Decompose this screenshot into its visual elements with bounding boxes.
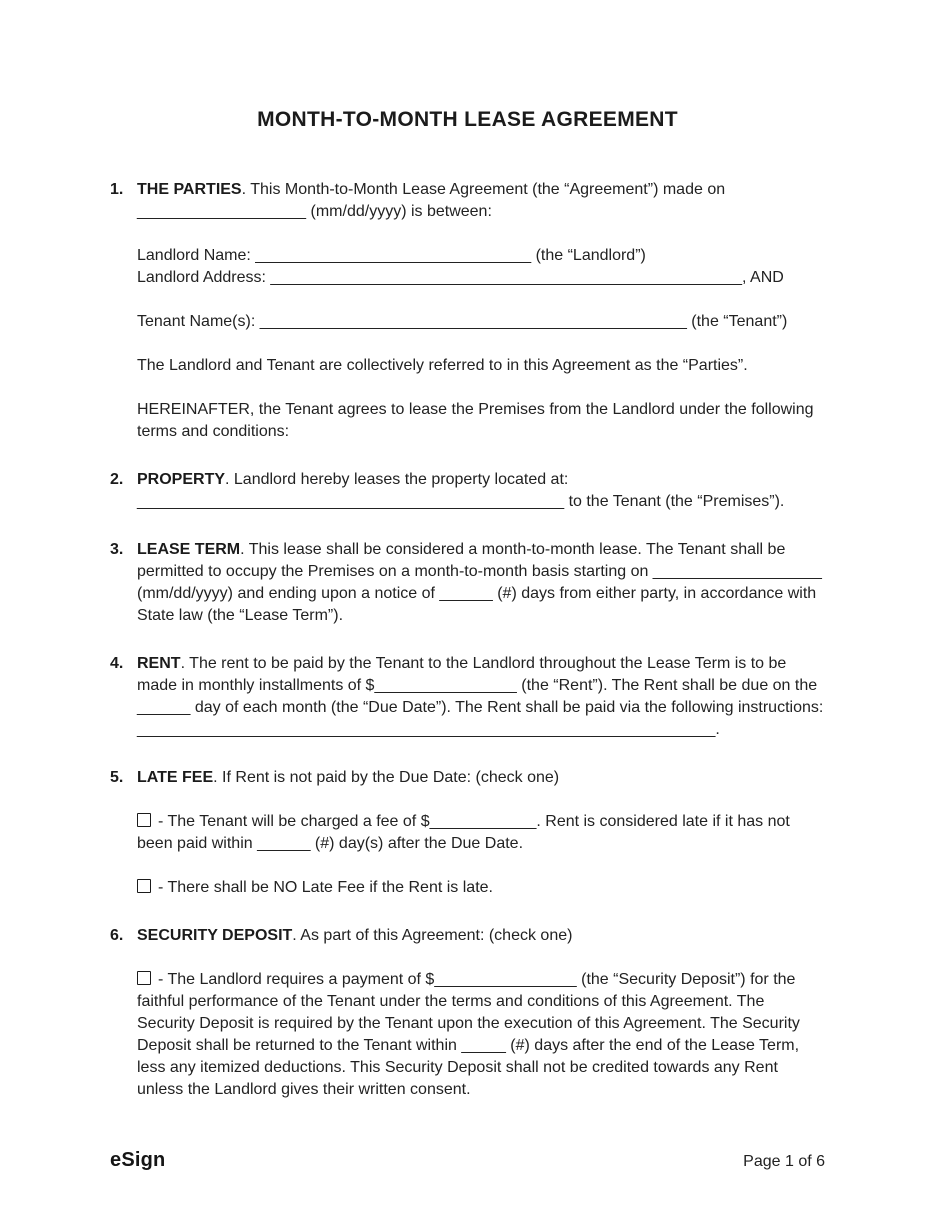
section-title: RENT (137, 655, 181, 672)
section-body (137, 179, 825, 443)
section-title: LATE FEE (137, 769, 214, 786)
parties-intro-text: . This Month-to-Month Lease Agreement (the “Agreement”) made on ___________________ (mm/dd/yyyy) is between: (137, 181, 726, 220)
hereinafter-text: HEREINAFTER, the Tenant agrees to lease the Premises from the Landlord under the following terms and conditions: (137, 401, 814, 440)
landlord-lines-paragraph (137, 245, 825, 289)
page-footer (110, 1149, 825, 1173)
late-fee-option-no-fee (137, 877, 825, 899)
security-deposit-option-required-text: - The Landlord requires a payment of $________________ (the “Security Deposit”) for the faithful performance of the Tenant under the terms and conditions of this Agreement. The Security Deposit is required by the Tenant upon the execution of this Agreement. The Security Deposit shall be returned to the Tenant within _____ (#) days after the end of the Lease Term, less any itemized deductions. This Security Deposit shall not be credited towards any Rent unless the Landlord gives their written consent. (137, 971, 800, 1098)
page-number: Page 1 of 6 (743, 1153, 825, 1170)
section-property (110, 469, 825, 513)
property-address-line: ________________________________________________ to the Tenant (the “Premises”). (137, 493, 785, 510)
checkbox-icon[interactable] (137, 971, 151, 985)
section-body (137, 469, 825, 513)
section-number: 4. (110, 655, 124, 672)
rent-text: . The rent to be paid by the Tenant to the Landlord throughout the Lease Term is to be made in monthly installments of $________________ (the “Rent”). The Rent shall be due on the ______ day of each month (the “Due Date”). The Rent shall be paid via the following instructions: _________________________________________________________________. (137, 655, 824, 738)
section-body (137, 925, 825, 1101)
late-fee-option-fee-charged (137, 811, 825, 855)
section-title: LEASE TERM (137, 541, 241, 558)
landlord-name-line: Landlord Name: _______________________________ (the “Landlord”) (137, 247, 646, 264)
esign-logo: eSign (110, 1149, 166, 1171)
section-body (137, 653, 825, 741)
rent-paragraph (137, 653, 825, 741)
section-body (137, 539, 825, 627)
checkbox-icon[interactable] (137, 879, 151, 893)
checkbox-icon[interactable] (137, 813, 151, 827)
section-number: 6. (110, 927, 124, 944)
parties-note-text: The Landlord and Tenant are collectively referred to in this Agreement as the “Parties”. (137, 357, 748, 374)
section-number: 3. (110, 541, 124, 558)
late-fee-option-fee-charged-text: - The Tenant will be charged a fee of $____________. Rent is considered late if it has not been paid within ______ (#) day(s) after the Due Date. (137, 813, 790, 852)
property-intro-text: . Landlord hereby leases the property located at: (225, 471, 569, 488)
section-title: THE PARTIES (137, 181, 242, 198)
parties-note-paragraph (137, 355, 825, 377)
tenant-line-paragraph (137, 311, 825, 333)
security-deposit-intro-text: . As part of this Agreement: (check one) (292, 927, 573, 944)
section-number: 5. (110, 769, 124, 786)
section-rent (110, 653, 825, 741)
landlord-address-line: Landlord Address: _____________________________________________________, AND (137, 269, 784, 286)
lease-term-text: . This lease shall be considered a month-to-month lease. The Tenant shall be permitted to occupy the Premises on a month-to-month basis starting on ___________________ (mm/dd/yyyy) and ending upon a notice of ______ (#) days from either party, in accordance with State law (the “Lease Term”). (137, 541, 822, 624)
security-deposit-intro-paragraph (137, 925, 825, 947)
section-the-parties (110, 179, 825, 443)
hereinafter-paragraph (137, 399, 825, 443)
late-fee-option-no-fee-text: - There shall be NO Late Fee if the Rent is late. (158, 879, 493, 896)
section-number: 2. (110, 471, 124, 488)
parties-intro-paragraph (137, 179, 825, 223)
section-lease-term (110, 539, 825, 627)
section-title: SECURITY DEPOSIT (137, 927, 293, 944)
property-paragraph (137, 469, 825, 513)
section-title: PROPERTY (137, 471, 226, 488)
section-late-fee (110, 767, 825, 899)
section-number: 1. (110, 181, 124, 198)
section-security-deposit (110, 925, 825, 1101)
section-body (137, 767, 825, 899)
tenant-name-line: Tenant Name(s): ________________________________________________ (the “Tenant”) (137, 313, 788, 330)
document-title: MONTH-TO-MONTH LEASE AGREEMENT (257, 108, 678, 131)
late-fee-intro-paragraph (137, 767, 825, 789)
security-deposit-option-required (137, 969, 825, 1101)
lease-term-paragraph (137, 539, 825, 627)
late-fee-intro-text: . If Rent is not paid by the Due Date: (check one) (213, 769, 560, 786)
